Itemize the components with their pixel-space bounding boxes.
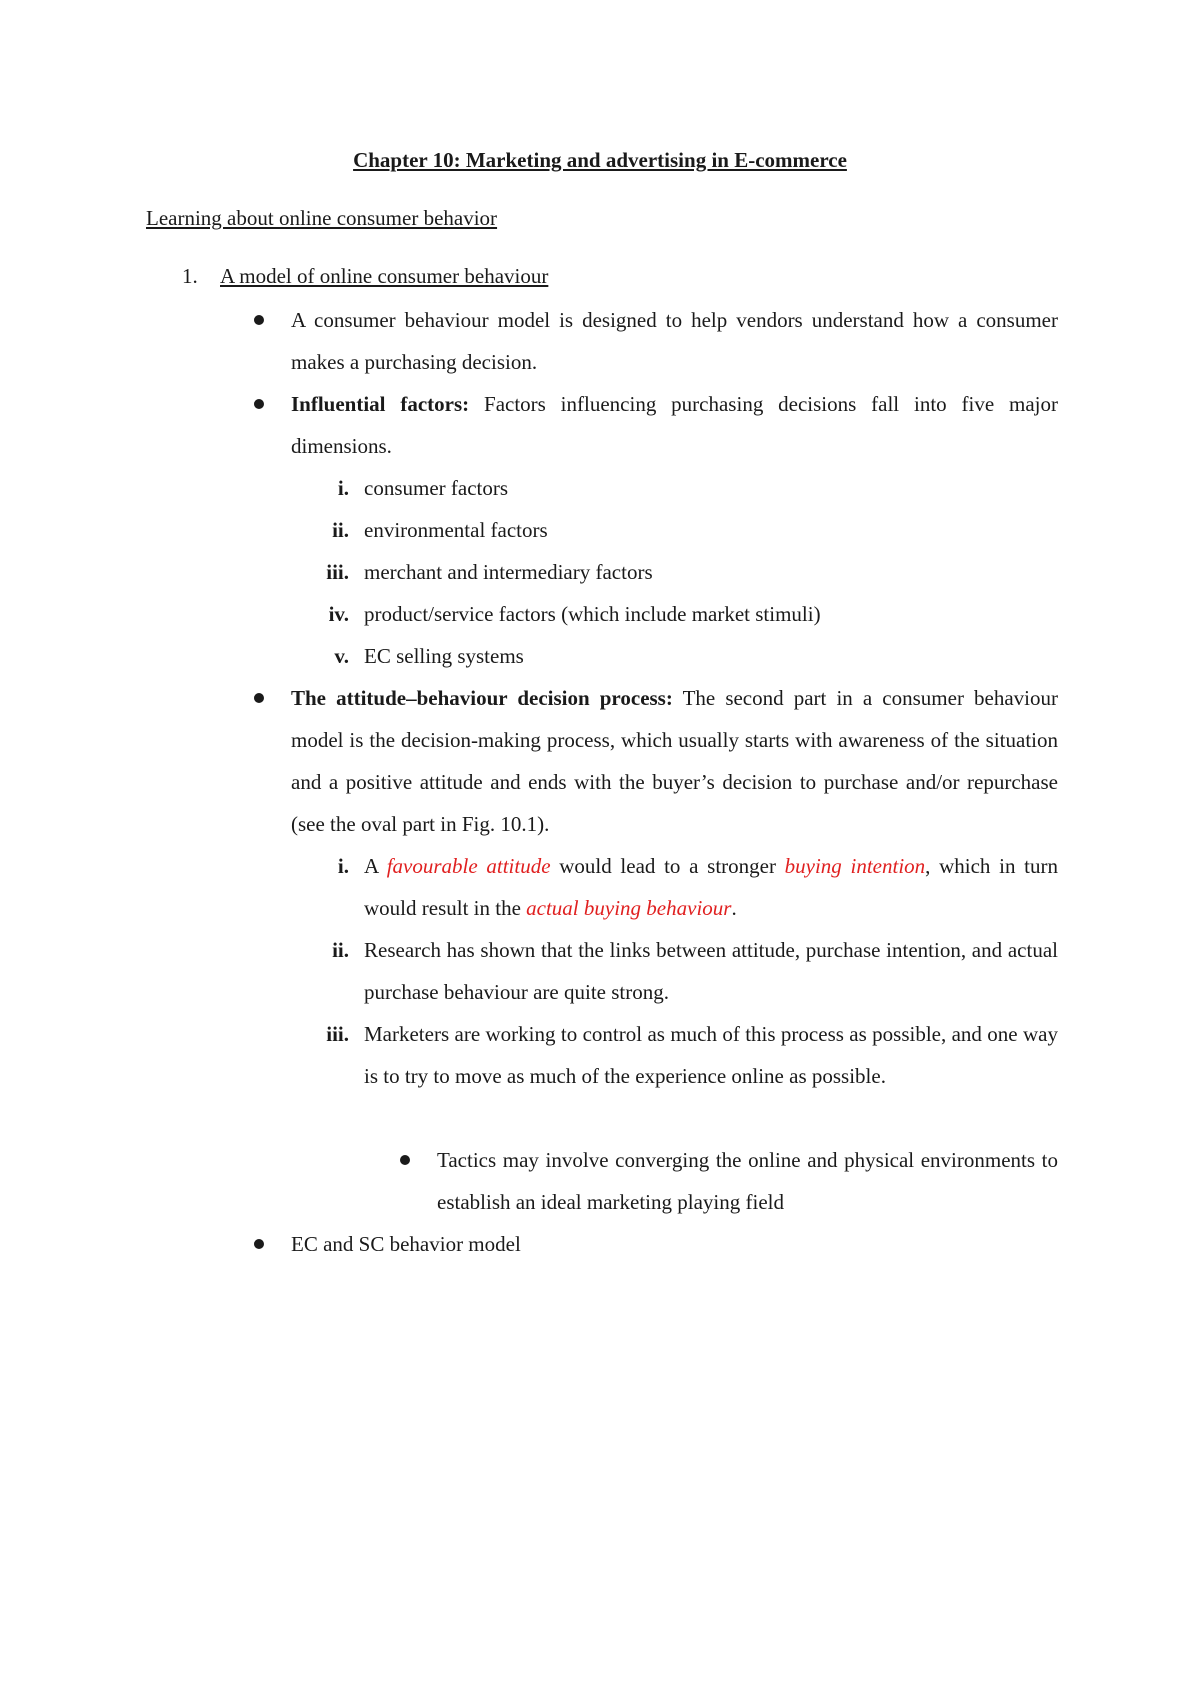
highlight-text: favourable attitude bbox=[386, 854, 551, 878]
numbered-item-marker: 1. bbox=[182, 264, 198, 288]
bullet-icon bbox=[254, 693, 264, 703]
bullet-paragraph-4: EC and SC behavior model bbox=[291, 1232, 521, 1256]
attitude-item-i bbox=[364, 845, 1058, 929]
roman-marker: v. bbox=[334, 644, 349, 668]
tactics-item: Tactics may involve converging the online and physical environments to establish an ideal marketing playing field bbox=[437, 1148, 1058, 1214]
bullet-icon bbox=[254, 399, 264, 409]
factor-item: product/service factors (which include market stimuli) bbox=[364, 602, 821, 626]
bullet-text: The second part in a consumer behaviour model is the decision-making process, which usually starts with awareness of the situation and a positive attitude and ends with the buyer’s decision to purchase and/or repurchase (see the oval part in Fig. 10.1). bbox=[291, 686, 1059, 836]
bullet-label: The attitude–behaviour decision process: bbox=[291, 686, 673, 710]
attitude-item-iii: Marketers are working to control as much of this process as possible, and one way is to try to move as much of the experience online as possible. bbox=[364, 1022, 1058, 1088]
bullet-paragraph-1: A consumer behaviour model is designed to help vendors understand how a consumer makes a purchasing decision. bbox=[291, 308, 1058, 374]
factor-item: EC selling systems bbox=[364, 644, 524, 668]
text-run: . bbox=[731, 896, 737, 920]
bullet-icon bbox=[400, 1155, 410, 1165]
bullet-paragraph-3 bbox=[291, 677, 1058, 845]
bullet-icon bbox=[254, 1239, 264, 1249]
section-heading: Learning about online consumer behavior bbox=[146, 206, 498, 230]
highlight-text: actual buying behaviour bbox=[526, 896, 732, 920]
roman-marker: i. bbox=[337, 854, 349, 878]
factor-item: merchant and intermediary factors bbox=[364, 560, 653, 584]
roman-marker: iv. bbox=[328, 602, 349, 626]
bullet-text: Factors influencing purchasing decisions fall into five major dimensions. bbox=[291, 392, 1058, 458]
factor-item: environmental factors bbox=[364, 518, 548, 542]
roman-marker: iii. bbox=[326, 560, 349, 584]
bullet-label: Influential factors: bbox=[291, 392, 470, 416]
bullet-paragraph-2 bbox=[291, 383, 1058, 467]
numbered-item-label: A model of online consumer behaviour bbox=[220, 264, 549, 288]
factor-item: consumer factors bbox=[364, 476, 509, 500]
text-run: , which in turn would result in the bbox=[364, 854, 1058, 920]
roman-marker: ii. bbox=[332, 938, 349, 962]
text-run: A bbox=[364, 854, 387, 878]
chapter-title: Chapter 10: Marketing and advertising in E-commerce bbox=[353, 148, 847, 172]
attitude-item-ii: Research has shown that the links between attitude, purchase intention, and actual purchase behaviour are quite strong. bbox=[364, 938, 1058, 1004]
bullet-icon bbox=[254, 315, 264, 325]
highlight-text: buying intention bbox=[784, 854, 926, 878]
numbered-item-1 bbox=[182, 262, 548, 290]
roman-marker: iii. bbox=[326, 1022, 349, 1046]
roman-marker: i. bbox=[337, 476, 349, 500]
roman-marker: ii. bbox=[332, 518, 349, 542]
text-run: would lead to a stronger bbox=[550, 854, 785, 878]
